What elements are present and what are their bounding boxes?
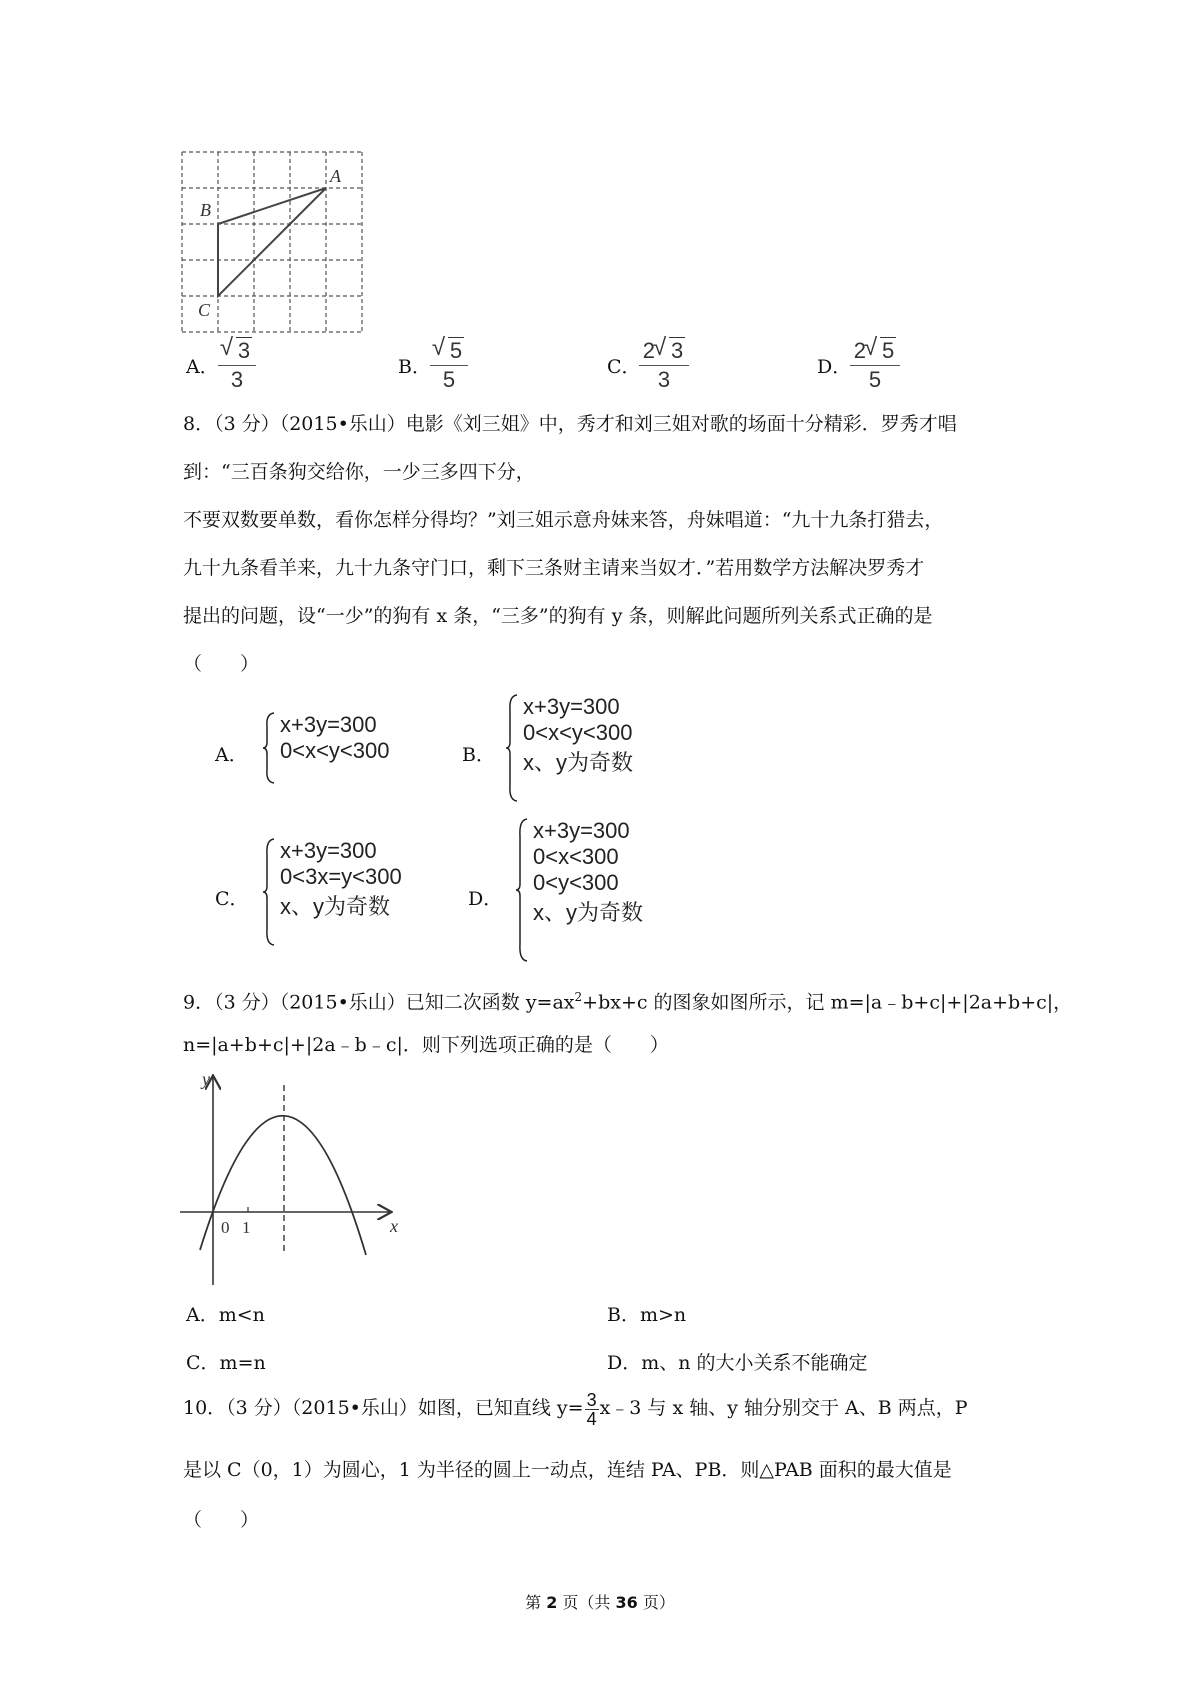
q9-line-2: n=|a+b+c|+|2a﹣b﹣c|．则下列选项正确的是（ ） (183, 1034, 669, 1056)
footer-pre: 第 (525, 1593, 547, 1612)
page-footer (0, 1590, 1200, 1613)
footer-mid: 页（共 (557, 1593, 616, 1612)
q10-frac-num: 3 (586, 1389, 597, 1410)
q8-line-2: 到：“三百条狗交给你，一少三多四下分， (183, 461, 535, 483)
q9-option-b-letter: B． (607, 1304, 640, 1326)
brace-icon (505, 694, 519, 802)
q9-option-a[interactable] (186, 1300, 265, 1327)
q10-line-1-a: 10．（3 分）（2015•乐山）如图，已知直线 y= (183, 1397, 584, 1419)
q10-line-1-b: x﹣3 与 x 轴、y 轴分别交于 A、B 两点，P (599, 1397, 968, 1419)
q8-line-3: 不要双数要单数，看你怎样分得均？”刘三姐示意舟妹来答，舟妹唱道：“九十九条打猎去， (183, 509, 944, 531)
q9-line-1-a: 9．（3 分）（2015•乐山）已知二次函数 y=ax (183, 991, 575, 1014)
q9-option-d-text: m、n 的大小关系不能确定 (641, 1352, 868, 1374)
q7-option-b-letter[interactable]: B． (398, 356, 431, 378)
q8-c-row-1: x+3y=300 (280, 838, 377, 863)
q7-option-b-radicand: 5 (449, 338, 463, 363)
brace-icon (515, 818, 529, 962)
q7-option-c-coef: 2 (642, 338, 655, 363)
x-axis-label: x (390, 1216, 398, 1236)
q9-option-d-letter: D． (607, 1352, 642, 1374)
q8-d-row-1: x+3y=300 (533, 818, 630, 843)
q7-option-b-denominator: 5 (442, 367, 456, 392)
q8-line-6: （ ） (183, 653, 260, 675)
q10-frac-den: 4 (586, 1408, 597, 1429)
q8-option-c-letter[interactable]: C． (215, 888, 249, 910)
q9-line-1 (183, 985, 1072, 1014)
q9-option-b[interactable] (607, 1300, 686, 1327)
q8-b-row-3: x、y为奇数 (523, 750, 634, 775)
tick-1-label: 1 (242, 1218, 251, 1237)
q8-line-1: 8．（3 分）（2015•乐山）电影《刘三姐》中，秀才和刘三姐对歌的场面十分精彩．罗秀才唱 (183, 413, 957, 435)
q8-line-5: 提出的问题，设“一少”的狗有 x 条，“三多”的狗有 y 条，则解此问题所列关系式正确的是 (183, 605, 933, 627)
q9-exponent: 2 (574, 990, 583, 1004)
footer-page-number: 2 (546, 1593, 558, 1612)
q7-option-d-radicand: 5 (882, 338, 895, 363)
q8-option-c-system (262, 838, 432, 946)
q8-d-row-4: x、y为奇数 (533, 900, 644, 925)
q7-option-d-letter[interactable]: D． (817, 356, 852, 378)
label-b: B (200, 200, 211, 220)
q7-option-a-radicand: 3 (237, 338, 251, 363)
q10-line-2: 是以 C（0，1）为圆心，1 为半径的圆上一动点，连结 PA、PB．则△PAB 面积的最大值是 (183, 1459, 952, 1481)
q8-option-d-letter[interactable]: D． (468, 888, 503, 910)
footer-total-pages: 36 (615, 1593, 638, 1612)
parabola-figure (178, 1065, 408, 1290)
q9-option-c-text: m=n (219, 1352, 266, 1374)
q7-option-c-denominator: 3 (657, 367, 671, 392)
y-axis-label: y (202, 1069, 210, 1089)
q8-b-row-2: 0<x<y<300 (523, 720, 633, 745)
q7-option-c-letter[interactable]: C． (607, 356, 641, 378)
q8-option-a-letter[interactable]: A． (215, 744, 248, 766)
q9-option-a-text: m<n (218, 1304, 265, 1326)
q7-option-d-coef: 2 (853, 338, 866, 363)
q9-option-d[interactable] (607, 1348, 868, 1375)
q9-option-b-text: m>n (639, 1304, 687, 1326)
label-c: C (198, 300, 211, 320)
q8-b-row-1: x+3y=300 (523, 694, 620, 719)
brace-icon (262, 712, 276, 784)
q7-option-b-fraction (430, 338, 468, 393)
footer-post: 页） (637, 1593, 675, 1612)
q8-option-d-system (515, 818, 685, 962)
q8-option-a-system (262, 712, 432, 784)
q7-option-a-denominator: 3 (230, 367, 244, 392)
q8-d-row-2: 0<x<300 (533, 844, 619, 869)
origin-label: 0 (221, 1218, 230, 1237)
q8-line-4: 九十九条看羊来，九十九条守门口，剩下三条财主请来当奴才．”若用数学方法解决罗秀才 (183, 557, 925, 579)
brace-icon (262, 838, 276, 946)
q7-option-d-denominator: 5 (868, 367, 882, 392)
q8-c-row-2: 0<3x=y<300 (280, 864, 402, 889)
q8-d-row-3: 0<y<300 (533, 870, 619, 895)
q7-option-c-fraction (639, 338, 689, 393)
q9-option-a-letter: A． (186, 1304, 219, 1326)
q8-option-b-letter[interactable]: B． (462, 744, 495, 766)
q10-line-1 (183, 1388, 968, 1428)
q9-option-c[interactable] (186, 1348, 266, 1375)
q8-a-row-2: 0<x<y<300 (280, 738, 390, 763)
q8-c-row-3: x、y为奇数 (280, 894, 391, 919)
q8-a-row-1: x+3y=300 (280, 712, 377, 737)
q7-option-a-letter[interactable]: A． (186, 356, 219, 378)
q8-option-b-system (505, 694, 675, 802)
q10-line-3: （ ） (183, 1509, 260, 1531)
triangle-abc (218, 188, 326, 296)
q10-slope-fraction (585, 1391, 599, 1428)
q7-option-d-fraction (850, 338, 900, 393)
q7-option-a-fraction (218, 338, 256, 393)
q7-option-c-radicand: 3 (671, 338, 684, 363)
grid-triangle-figure (180, 150, 365, 335)
label-a: A (330, 166, 341, 186)
q9-line-1-b: +bx+c 的图象如图所示，记 m=|a﹣b+c|+|2a+b+c|， (582, 991, 1073, 1014)
q9-option-c-letter: C． (186, 1352, 220, 1374)
